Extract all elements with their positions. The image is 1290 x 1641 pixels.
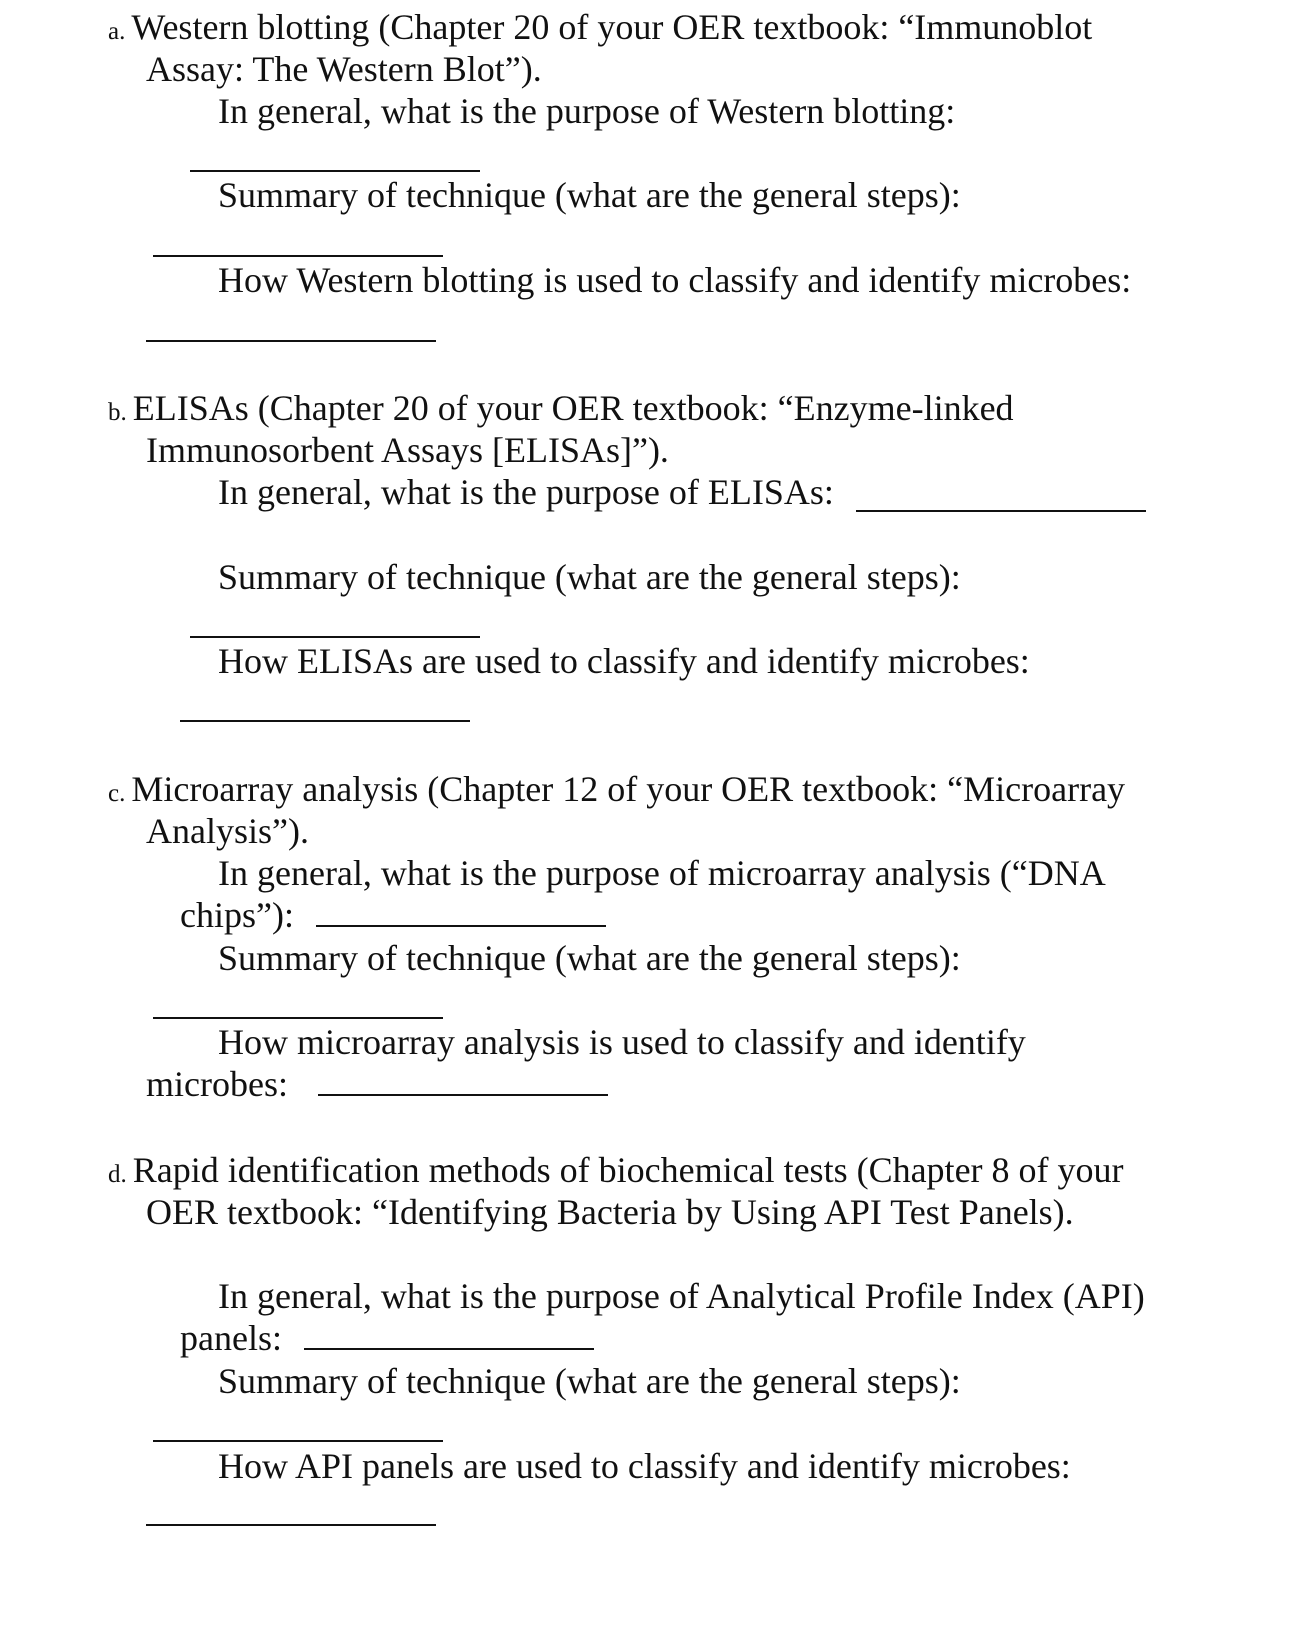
section-b-usage-prompt: How ELISAs are used to classify and identify microbes: bbox=[218, 641, 1030, 681]
section-c-purpose-answer-blank[interactable] bbox=[316, 895, 606, 927]
section-c-usage-prompt-line1: How microarray analysis is used to classify and identify bbox=[218, 1022, 1026, 1062]
section-b-title: ELISAs (Chapter 20 of your OER textbook: “Enzyme-linked bbox=[132, 388, 1014, 428]
section-a-heading-line1 bbox=[108, 6, 1092, 53]
section-d-summary-prompt: Summary of technique (what are the general steps): bbox=[218, 1361, 961, 1401]
section-b-heading-line1 bbox=[108, 387, 1014, 434]
section-c-usage-prompt-line2 bbox=[146, 1063, 608, 1105]
section-d-heading-line2: OER textbook: “Identifying Bacteria by Using API Test Panels). bbox=[146, 1192, 1074, 1232]
section-b-purpose-answer-blank[interactable] bbox=[856, 510, 1146, 512]
section-c-purpose-prompt-line1: In general, what is the purpose of microarray analysis (“DNA bbox=[218, 853, 1106, 893]
section-c-summary-answer-blank[interactable] bbox=[153, 1017, 443, 1019]
section-b-marker: b. bbox=[108, 399, 127, 426]
section-a-summary-prompt: Summary of technique (what are the general steps): bbox=[218, 175, 961, 215]
section-b-summary-prompt: Summary of technique (what are the general steps): bbox=[218, 557, 961, 597]
section-a-purpose-prompt: In general, what is the purpose of Western blotting: bbox=[218, 91, 956, 131]
section-b-summary-answer-blank[interactable] bbox=[190, 636, 480, 638]
section-a-usage-prompt: How Western blotting is used to classify and identify microbes: bbox=[218, 260, 1132, 300]
section-d-purpose-answer-blank[interactable] bbox=[304, 1318, 594, 1350]
section-d-usage-prompt: How API panels are used to classify and identify microbes: bbox=[218, 1446, 1071, 1486]
section-b-usage-answer-blank[interactable] bbox=[180, 720, 470, 722]
section-d-purpose-prompt-line2 bbox=[180, 1317, 594, 1359]
section-c-marker: c. bbox=[108, 780, 126, 807]
section-c-usage-answer-blank[interactable] bbox=[318, 1064, 608, 1096]
section-d-purpose-prompt-tail: panels: bbox=[180, 1318, 282, 1358]
section-b-purpose-prompt: In general, what is the purpose of ELISAs: bbox=[218, 472, 834, 512]
section-a-purpose-answer-blank[interactable] bbox=[190, 170, 480, 172]
section-b-heading-line2: Immunosorbent Assays [ELISAs]”). bbox=[146, 430, 669, 470]
section-d-heading-line1 bbox=[108, 1149, 1124, 1196]
section-a-summary-answer-blank[interactable] bbox=[153, 255, 443, 257]
section-a-marker: a. bbox=[108, 18, 126, 45]
section-d-marker: d. bbox=[108, 1161, 127, 1188]
section-a-heading-line2: Assay: The Western Blot”). bbox=[146, 49, 542, 89]
section-d-usage-answer-blank[interactable] bbox=[146, 1524, 436, 1526]
section-c-summary-prompt: Summary of technique (what are the general steps): bbox=[218, 938, 961, 978]
section-c-usage-prompt-tail: microbes: bbox=[146, 1064, 288, 1104]
section-c-purpose-prompt-line2 bbox=[180, 894, 606, 936]
section-d-title: Rapid identification methods of biochemical tests (Chapter 8 of your bbox=[132, 1150, 1124, 1190]
section-a-title: Western blotting (Chapter 20 of your OER textbook: “Immunoblot bbox=[131, 7, 1093, 47]
section-a-usage-answer-blank[interactable] bbox=[146, 340, 436, 342]
section-c-heading-line1 bbox=[108, 768, 1125, 815]
section-d-purpose-prompt-line1: In general, what is the purpose of Analytical Profile Index (API) bbox=[218, 1276, 1145, 1316]
section-d-summary-answer-blank[interactable] bbox=[153, 1440, 443, 1442]
section-c-heading-line2: Analysis”). bbox=[146, 811, 309, 851]
section-c-title: Microarray analysis (Chapter 12 of your OER textbook: “Microarray bbox=[131, 769, 1126, 809]
section-c-purpose-prompt-tail: chips”): bbox=[180, 895, 294, 935]
